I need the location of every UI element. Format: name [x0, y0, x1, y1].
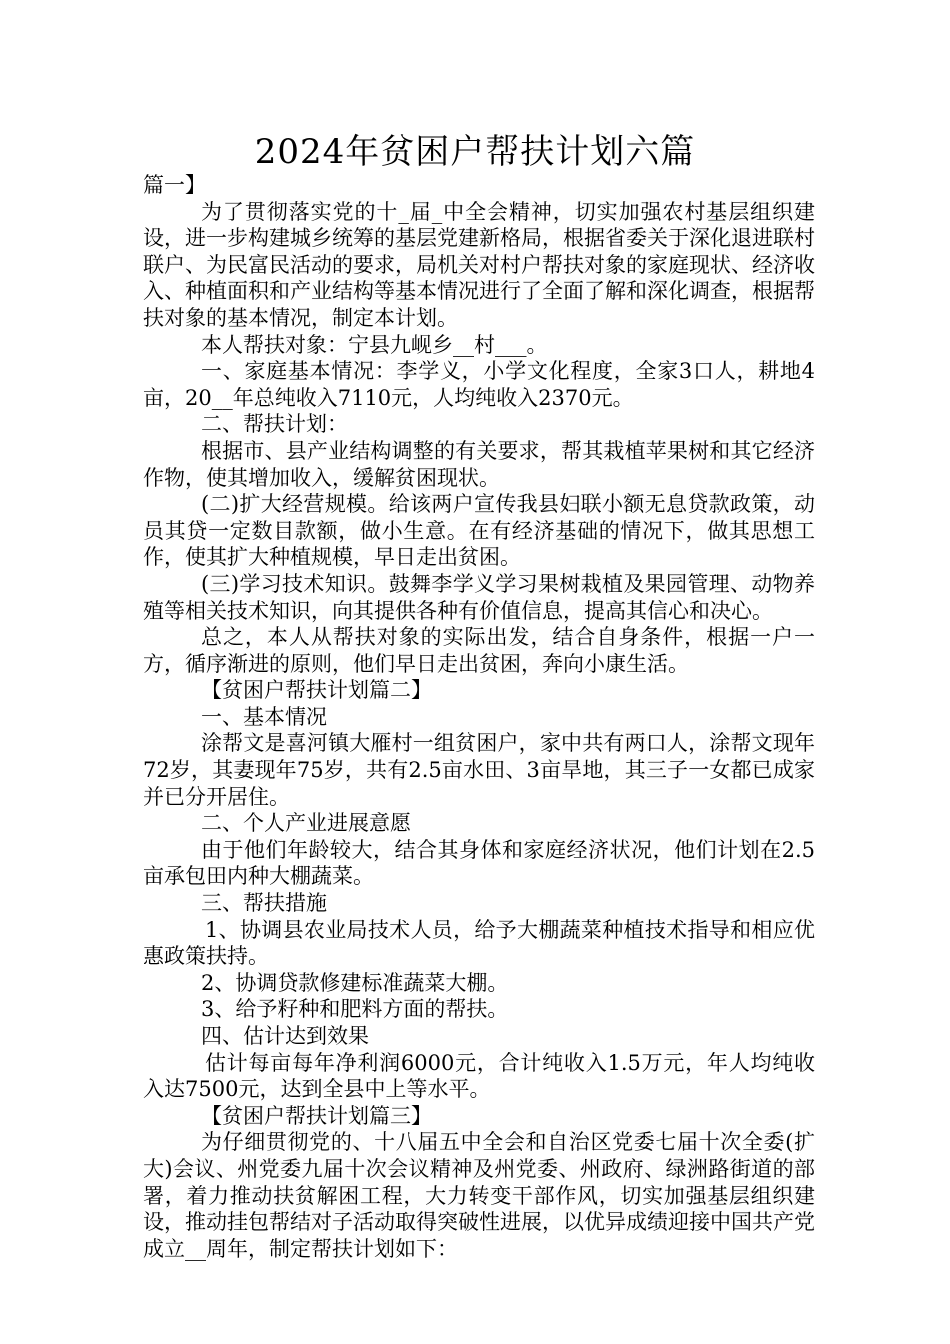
paragraph: 为了贯彻落实党的十_届_中全会精神，切实加强农村基层组织建设，进一步构建城乡统筹的基层党建新格局，根据省委关于深化退进联村联户、为民富民活动的要求，局机关对村户帮扶对象的家庭现状、经济收入、种植面积和产业结构等基本情况进行了全面了解和深化调查，根据帮扶对象的基本情况，制定本计划。: [143, 199, 815, 330]
paragraph: 1、协调县农业局技术人员，给予大棚蔬菜种植技术指导和相应优惠政策扶持。: [143, 917, 815, 969]
paragraph: 【贫困户帮扶计划篇三】: [201, 1103, 432, 1128]
paragraph: 四、估计达到效果: [201, 1024, 369, 1048]
paragraph: 估计每亩每年净利润6000元，合计纯收入1.5万元，年人均纯收入达7500元，达到全县中上等水平。: [143, 1050, 815, 1102]
paragraph: 3、给予籽种和肥料方面的帮扶。: [201, 997, 509, 1022]
paragraph: 涂帮文是喜河镇大雁村一组贫困户，家中共有两口人，涂帮文现年72岁，其妻现年75岁，共有2.5亩水田、3亩旱地，其三子一女都已成家并已分开居住。: [143, 731, 815, 809]
paragraph: 为仔细贯彻党的、十八届五中全会和自治区党委七届十次全委(扩大)会议、州党委九届十次会议精神及州党委、州政府、绿洲路街道的部署，着力推动扶贫解困工程，大力转变干部作风，切实加强基层组织建设，推动挂包帮结对子活动取得突破性进展，以优异成绩迎接中国共产党成立__周年，制定帮扶计划如下：: [143, 1130, 815, 1261]
paragraph: 【贫困户帮扶计划篇二】: [201, 678, 432, 703]
paragraph: 二、帮扶计划：: [201, 412, 348, 437]
paragraph: 二、个人产业进展意愿: [201, 811, 411, 836]
paragraph: 篇一】: [143, 173, 206, 197]
paragraph: 由于他们年龄较大，结合其身体和家庭经济状况，他们计划在2.5亩承包田内种大棚蔬菜。: [143, 837, 815, 889]
paragraph: (二)扩大经营规模。给该两户宣传我县妇联小额无息贷款政策，动员其贷一定数目款额，做小生意。在有经济基础的情况下，做其思想工作，使其扩大种植规模，早日走出贫困。: [143, 492, 815, 570]
paragraph: (三)学习技术知识。鼓舞李学义学习果树栽植及果园管理、动物养殖等相关技术知识，向其提供各种有价值信息，提高其信心和决心。: [143, 571, 815, 623]
paragraph: 一、家庭基本情况：李学义，小学文化程度，全家3口人，耕地4亩，20__年总纯收入7110元，人均纯收入2370元。: [143, 359, 815, 410]
paragraph: 三、帮扶措施: [201, 891, 327, 916]
paragraph: 根据市、县产业结构调整的有关要求，帮其栽植苹果树和其它经济作物，使其增加收入，缓解贫困现状。: [143, 438, 815, 490]
document-body: [143, 172, 815, 1262]
paragraph: 本人帮扶对象：宁县九岘乡__村___。: [201, 332, 548, 357]
document-title: 2024年贫困户帮扶计划六篇: [254, 132, 696, 172]
paragraph: 总之，本人从帮扶对象的实际出发，结合自身条件，根据一户一方，循序渐进的原则，他们早日走出贫困，奔向小康生活。: [143, 625, 815, 676]
paragraph: 一、基本情况: [201, 704, 327, 729]
paragraph: 2、协调贷款修建标准蔬菜大棚。: [201, 970, 509, 995]
